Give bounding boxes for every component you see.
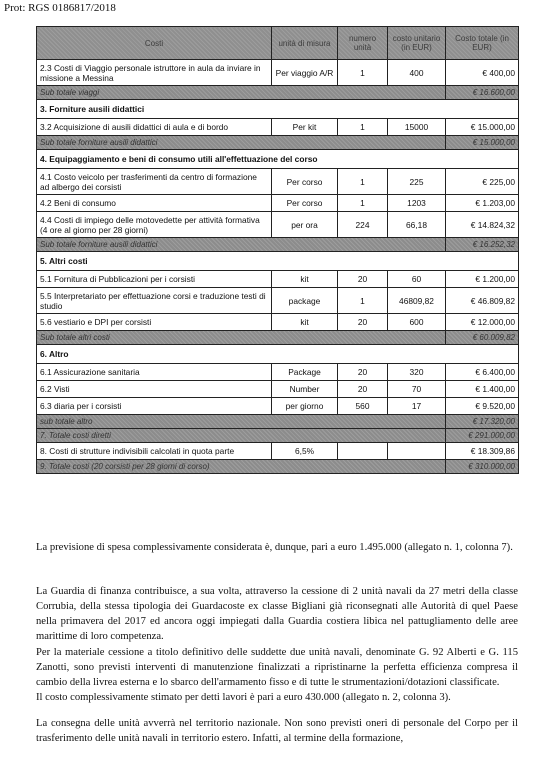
cost-quantity: 1 — [338, 195, 388, 212]
cost-description: 4.4 Costi di impiego delle motovedette per attività formativa (4 ore al giorno per 28 giorni) — [37, 212, 272, 238]
cost-description: 8. Costi di strutture indivisibili calcolati in quota parte — [37, 443, 272, 460]
table-row — [37, 60, 519, 86]
cost-unit-price: 60 — [388, 271, 446, 288]
subtotal-row — [37, 136, 519, 150]
subtotal-label: 9. Totale costi (20 corsisti per 28 giorni di corso) — [37, 460, 446, 474]
cost-total: € 9.520,00 — [446, 398, 519, 415]
section-title: 4. Equipaggiamento e beni di consumo utili all'effettuazione del corso — [37, 150, 519, 169]
cost-quantity: 20 — [338, 364, 388, 381]
cost-quantity: 1 — [338, 288, 388, 314]
cost-unit-price: 17 — [388, 398, 446, 415]
cost-unit: 6,5% — [272, 443, 338, 460]
cost-quantity: 560 — [338, 398, 388, 415]
cost-total: € 1.203,00 — [446, 195, 519, 212]
table-row — [37, 314, 519, 331]
section-row — [37, 252, 519, 271]
cost-unit-price — [388, 443, 446, 460]
cost-unit: Number — [272, 381, 338, 398]
table-row — [37, 119, 519, 136]
cost-unit-price: 46809,82 — [388, 288, 446, 314]
table-row — [37, 212, 519, 238]
subtotal-value: € 17.320,00 — [446, 415, 519, 429]
cost-unit: per ora — [272, 212, 338, 238]
cost-description: 2.3 Costi di Viaggio personale istruttore in aula da inviare in missione a Messina — [37, 60, 272, 86]
cost-unit: kit — [272, 314, 338, 331]
cost-unit: Per corso — [272, 195, 338, 212]
cost-description: 6.2 Visti — [37, 381, 272, 398]
subtotal-label: Sub totale forniture ausili didattici — [37, 238, 446, 252]
cost-description: 5.1 Fornitura di Pubblicazioni per i corsisti — [37, 271, 272, 288]
section-title: 6. Altro — [37, 345, 519, 364]
cost-total: € 18.309,86 — [446, 443, 519, 460]
cost-quantity: 20 — [338, 271, 388, 288]
cost-description: 6.3 diaria per i corsisti — [37, 398, 272, 415]
table-row — [37, 195, 519, 212]
cost-total: € 400,00 — [446, 60, 519, 86]
subtotal-value: € 15.000,00 — [446, 136, 519, 150]
header-costi: Costi — [37, 27, 272, 60]
cost-description: 4.2 Beni di consumo — [37, 195, 272, 212]
cost-quantity: 20 — [338, 314, 388, 331]
subtotal-value: € 16.252,32 — [446, 238, 519, 252]
cost-unit: Package — [272, 364, 338, 381]
cost-quantity: 1 — [338, 169, 388, 195]
paragraph-total-estimate: La previsione di spesa complessivamente considerata è, dunque, pari a euro 1.495.000 (allegato n. 1, colonna 7). — [36, 542, 513, 553]
cost-total: € 225,00 — [446, 169, 519, 195]
subtotal-value: € 60.009,82 — [446, 331, 519, 345]
subtotal-value: € 310.000,00 — [446, 460, 519, 474]
subtotal-label: 7. Totale costi diretti — [37, 429, 446, 443]
cost-total: € 1.200,00 — [446, 271, 519, 288]
table-row — [37, 271, 519, 288]
cost-description: 6.1 Assicurazione sanitaria — [37, 364, 272, 381]
cost-unit: kit — [272, 271, 338, 288]
cost-quantity — [338, 443, 388, 460]
table-row — [37, 169, 519, 195]
subtotal-row — [37, 86, 519, 100]
subtotal-label: sub totale altro — [37, 415, 446, 429]
subtotal-label: Sub totale altri costi — [37, 331, 446, 345]
cost-total: € 14.824,32 — [446, 212, 519, 238]
cost-unit: Per corso — [272, 169, 338, 195]
table-row — [37, 364, 519, 381]
paragraph-costo-lavori: Il costo complessivamente stimato per detti lavori è pari a euro 430.000 (allegato n. 2, colonna 3). — [36, 692, 451, 703]
cost-table-body — [37, 60, 519, 474]
protocol-number: Prot: RGS 0186817/2018 — [4, 2, 116, 14]
cost-description: 4.1 Costo veicolo per trasferimenti da centro di formazione ad albergo dei corsisti — [37, 169, 272, 195]
table-row — [37, 381, 519, 398]
header-unit-cost: costo unitario (in EUR) — [388, 27, 446, 60]
subtotal-row — [37, 238, 519, 252]
table-row — [37, 398, 519, 415]
table-header-row — [37, 27, 519, 60]
subtotal-value: € 291.000,00 — [446, 429, 519, 443]
section-title: 5. Altri costi — [37, 252, 519, 271]
cost-unit: package — [272, 288, 338, 314]
cost-quantity: 224 — [338, 212, 388, 238]
cost-total: € 15.000,00 — [446, 119, 519, 136]
table-row — [37, 288, 519, 314]
cost-total: € 6.400,00 — [446, 364, 519, 381]
cost-table — [36, 26, 519, 474]
cost-description: 5.5 Interpretariato per effettuazione corsi e traduzione testi di studio — [37, 288, 272, 314]
section-row — [37, 345, 519, 364]
header-unit: unità di misura — [272, 27, 338, 60]
cost-unit-price: 400 — [388, 60, 446, 86]
cost-quantity: 20 — [338, 381, 388, 398]
header-total: Costo totale (in EUR) — [446, 27, 519, 60]
paragraph-consegna: La consegna delle unità avverrà nel territorio nazionale. Non sono previsti oneri di personale del Corpo per il trasferimento delle unità navali in territorio estero. Infatti, al termine della formazione, — [36, 718, 518, 744]
subtotal-row — [37, 460, 519, 474]
subtotal-label: Sub totale viaggi — [37, 86, 446, 100]
subtotal-row — [37, 429, 519, 443]
cost-total: € 12.000,00 — [446, 314, 519, 331]
cost-quantity: 1 — [338, 60, 388, 86]
table-row — [37, 443, 519, 460]
cost-quantity: 1 — [338, 119, 388, 136]
cost-unit: Per viaggio A/R — [272, 60, 338, 86]
section-row — [37, 100, 519, 119]
cost-total: € 46.809,82 — [446, 288, 519, 314]
cost-unit-price: 600 — [388, 314, 446, 331]
header-qty: numero unità — [338, 27, 388, 60]
subtotal-value: € 16.600,00 — [446, 86, 519, 100]
section-row — [37, 150, 519, 169]
cost-unit: per giorno — [272, 398, 338, 415]
subtotal-row — [37, 415, 519, 429]
section-title: 3. Forniture ausili didattici — [37, 100, 519, 119]
subtotal-label: Sub totale forniture ausili didattici — [37, 136, 446, 150]
cost-unit-price: 70 — [388, 381, 446, 398]
cost-unit-price: 1203 — [388, 195, 446, 212]
cost-description: 5.6 vestiario e DPI per corsisti — [37, 314, 272, 331]
paragraph-guardia-finanza: La Guardia di finanza contribuisce, a sua volta, attraverso la cessione di 2 unità navali da 27 metri della classe Corrubia, della stessa tipologia dei Guardacoste ex classe Bigliani già riconsegnati alle Autorità di quel Paese nella primavera del 2017 ed ancora oggi impiegati dalla Guardia costiera libica nel pattugliamento delle aree marittime di loro competenza. — [36, 586, 518, 642]
cost-unit-price: 15000 — [388, 119, 446, 136]
cost-unit-price: 320 — [388, 364, 446, 381]
cost-total: € 1.400,00 — [446, 381, 519, 398]
cost-unit-price: 225 — [388, 169, 446, 195]
cost-unit: Per kit — [272, 119, 338, 136]
cost-unit-price: 66,18 — [388, 212, 446, 238]
subtotal-row — [37, 331, 519, 345]
paragraph-cessione: Per la materiale cessione a titolo definitivo delle suddette due unità navali, denominate G. 92 Alberti e G. 115 Zanotti, sono previsti interventi di manutenzione finalizzati a ripristinarne la perfetta efficienza compresa il cambio della livrea esterna e lo sbarco dell'armamento fisso e di tutte le strumentazioni/dotazioni classificate. — [36, 647, 518, 688]
cost-description: 3.2 Acquisizione di ausili didattici di aula e di bordo — [37, 119, 272, 136]
